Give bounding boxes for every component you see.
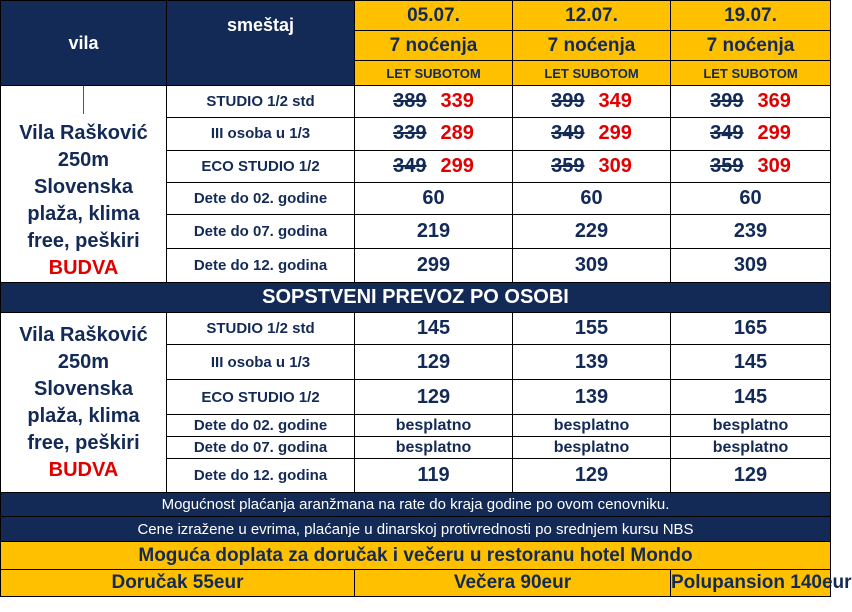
old-price: 349 bbox=[551, 122, 585, 145]
price-cell: 145 bbox=[355, 313, 513, 345]
villa-amenities: plaža, klima bbox=[27, 203, 140, 225]
period-flight: LET SUBOTOM bbox=[513, 61, 671, 86]
price-cell bbox=[671, 86, 831, 118]
price-cell: besplatno bbox=[671, 415, 831, 437]
price-cell: 165 bbox=[671, 313, 831, 345]
villa-amenities: free, peškiri bbox=[27, 230, 140, 252]
room-type: III osoba u 1/3 bbox=[167, 118, 355, 150]
price-cell: 139 bbox=[513, 345, 671, 380]
price-cell: 219 bbox=[355, 215, 513, 248]
villa-distance: 250m bbox=[57, 350, 110, 373]
price-cell: 309 bbox=[513, 248, 671, 282]
header-villa: vila bbox=[1, 1, 167, 86]
period-nights: 7 noćenja bbox=[355, 31, 513, 61]
price-cell bbox=[355, 150, 513, 182]
room-type: Dete do 12. godina bbox=[167, 248, 355, 282]
price-cell bbox=[355, 118, 513, 150]
villa-distance: 250m bbox=[57, 149, 110, 171]
price-cell: 145 bbox=[671, 345, 831, 380]
price-cell: 60 bbox=[513, 182, 671, 214]
supplement-title: Moguća doplata za doručak i večeru u restoranu hotel Mondo bbox=[1, 542, 831, 570]
room-type: Dete do 02. godine bbox=[167, 415, 355, 437]
price-cell: 309 bbox=[671, 248, 831, 282]
old-price: 359 bbox=[710, 154, 744, 177]
period-nights: 7 noćenja bbox=[513, 31, 671, 61]
room-type: ECO STUDIO 1/2 bbox=[167, 380, 355, 415]
price-cell: besplatno bbox=[513, 437, 671, 459]
discount-price: 339 bbox=[440, 90, 474, 113]
discount-price: 309 bbox=[757, 154, 791, 177]
price-cell bbox=[355, 86, 513, 118]
price-cell: besplatno bbox=[513, 415, 671, 437]
price-cell: besplatno bbox=[355, 415, 513, 437]
price-cell bbox=[513, 150, 671, 182]
old-price: 399 bbox=[551, 90, 585, 113]
price-cell bbox=[513, 86, 671, 118]
price-cell: 139 bbox=[513, 380, 671, 415]
old-price: 339 bbox=[393, 122, 427, 145]
villa-city: BUDVA bbox=[48, 458, 119, 481]
old-price: 399 bbox=[710, 90, 744, 113]
villa-amenities: free, peškiri bbox=[27, 431, 140, 454]
price-cell: 299 bbox=[355, 248, 513, 282]
price-cell: 129 bbox=[513, 459, 671, 493]
price-cell: 60 bbox=[671, 182, 831, 214]
section-title: SOPSTVENI PREVOZ PO OSOBI bbox=[1, 283, 831, 313]
room-type: STUDIO 1/2 std bbox=[167, 86, 355, 118]
header-room: smeštaj bbox=[167, 1, 355, 86]
period-date: 19.07. bbox=[671, 1, 831, 31]
discount-price: 299 bbox=[598, 122, 632, 145]
old-price: 359 bbox=[551, 154, 585, 177]
discount-price: 309 bbox=[598, 154, 632, 177]
room-type: ECO STUDIO 1/2 bbox=[167, 150, 355, 182]
discount-price: 289 bbox=[440, 122, 474, 145]
price-cell: 239 bbox=[671, 215, 831, 248]
discount-price: 299 bbox=[757, 122, 791, 145]
price-cell: 129 bbox=[671, 459, 831, 493]
dinner-price: Večera 90eur bbox=[355, 570, 671, 597]
price-cell: besplatno bbox=[355, 437, 513, 459]
room-type: Dete do 02. godine bbox=[167, 182, 355, 214]
period-date: 05.07. bbox=[355, 1, 513, 31]
text-cursor bbox=[83, 86, 84, 114]
price-cell bbox=[671, 118, 831, 150]
villa-beach: Slovenska bbox=[34, 176, 133, 198]
discount-price: 369 bbox=[757, 90, 791, 113]
old-price: 389 bbox=[393, 90, 427, 113]
price-cell bbox=[513, 118, 671, 150]
period-date: 12.07. bbox=[513, 1, 671, 31]
villa-name: Vila Rašković bbox=[19, 323, 148, 346]
price-cell: 155 bbox=[513, 313, 671, 345]
villa-name: Vila Rašković bbox=[19, 122, 148, 144]
price-cell: 129 bbox=[355, 345, 513, 380]
discount-price: 349 bbox=[598, 90, 632, 113]
old-price: 349 bbox=[710, 122, 744, 145]
currency-note: Cene izražene u evrima, plaćanje u dinarskoj protivrednosti po srednjem kursu NBS bbox=[1, 517, 831, 542]
period-flight: LET SUBOTOM bbox=[671, 61, 831, 86]
old-price: 349 bbox=[393, 154, 427, 177]
discount-price: 299 bbox=[440, 154, 474, 177]
villa-beach: Slovenska bbox=[34, 377, 133, 400]
villa-description bbox=[1, 86, 167, 283]
price-cell: 229 bbox=[513, 215, 671, 248]
villa-description bbox=[1, 313, 167, 493]
halfboard-price: Polupansion 140eur bbox=[671, 570, 831, 597]
price-cell bbox=[671, 150, 831, 182]
villa-city: BUDVA bbox=[48, 257, 119, 279]
price-cell: 129 bbox=[355, 380, 513, 415]
room-type: Dete do 07. godina bbox=[167, 437, 355, 459]
villa-amenities: plaža, klima bbox=[27, 404, 140, 427]
price-cell: 145 bbox=[671, 380, 831, 415]
breakfast-price: Doručak 55eur bbox=[1, 570, 355, 597]
price-cell: 119 bbox=[355, 459, 513, 493]
price-cell: 60 bbox=[355, 182, 513, 214]
period-flight: LET SUBOTOM bbox=[355, 61, 513, 86]
room-type: III osoba u 1/3 bbox=[167, 345, 355, 380]
room-type: Dete do 12. godina bbox=[167, 459, 355, 493]
period-nights: 7 noćenja bbox=[671, 31, 831, 61]
payment-note: Mogućnost plaćanja aranžmana na rate do kraja godine po ovom cenovniku. bbox=[1, 493, 831, 517]
room-type: Dete do 07. godina bbox=[167, 215, 355, 248]
price-cell: besplatno bbox=[671, 437, 831, 459]
room-type: STUDIO 1/2 std bbox=[167, 313, 355, 345]
